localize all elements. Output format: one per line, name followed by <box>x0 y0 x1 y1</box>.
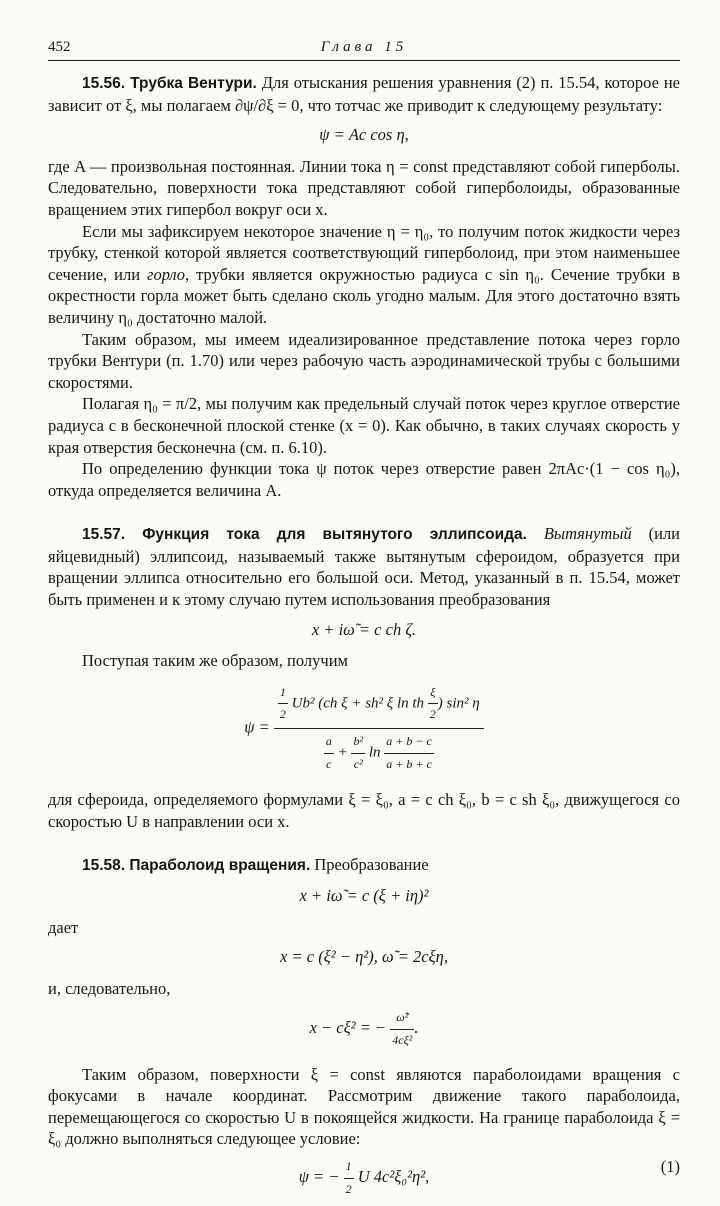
paragraph: где A — произвольная постоянная. Линии тока η = const представляют собой гиперболы. Следовательно, поверхности тока представляют собой гиперболоиды, образованные вращением этих гипербол вокруг оси x. <box>48 156 680 219</box>
log-argument <box>384 731 434 775</box>
equation-rhs: U 4c²ξ₀²η², <box>357 1166 430 1186</box>
half-fraction <box>344 1156 354 1200</box>
fraction-denominator: c² <box>353 756 363 771</box>
fraction-numerator: 1 <box>344 1156 354 1179</box>
emphasis-text: Вытянутый <box>543 524 632 544</box>
book-page <box>48 0 681 1196</box>
paragraph: Таким образом, мы имеем идеализированное представление потока через горло трубки Вентури (п. 1.70) или через рабочую часть аэродинамической трубы с большими скоростями. <box>48 329 680 392</box>
numerator-paren: ch ξ + sh² ξ ln th <box>323 695 425 712</box>
emphasis-text: горло <box>147 264 185 284</box>
paragraph: Таким образом, поверхности ξ = const являются параболоидами вращения с фокусами в начале координат. Рассмотрим движение такого параболоида, перемещающегося со скоростью U в покоящейся жидкости. На границе параболоида ξ = ξ₀ должно выполняться следующее условие: <box>48 1064 680 1149</box>
equation-psi-cos: ψ = Ac cos η, <box>319 125 409 145</box>
fraction-denominator: c <box>326 756 332 771</box>
paragraph-text: Если мы зафиксируем некоторое значение η = η₀, то получим поток жидкости через трубку, стенкой которой является соответствующий гиперболоид, при этом наименьшее сечение, или <box>48 221 680 284</box>
xi-over-two <box>428 682 438 726</box>
equation-transform-ch: x + iω̃ = c ch ζ. <box>311 619 417 639</box>
fraction-numerator: b² <box>351 731 365 754</box>
lead-word-consequently: и, следовательно, <box>48 978 171 998</box>
paragraph: для сфероида, определяемого формулами ξ = ξ₀, a = c ch ξ₀, b = c sh ξ₀, движущегося со скоростью U в направлении оси x. <box>48 790 680 831</box>
section-15-57-intro <box>48 523 680 610</box>
omega-fraction <box>390 1007 414 1051</box>
equation-x-omega: x = c (ξ² − η²), ω̃ = 2cξη, <box>280 947 448 967</box>
equation-lhs: ψ = − <box>298 1166 340 1186</box>
fraction-numerator: a <box>324 731 334 754</box>
ln-text: ln <box>368 744 381 761</box>
numerator-tail: sin² η <box>446 695 480 712</box>
fraction-numerator: 1 <box>278 682 288 705</box>
paragraph: Полагая η₀ = π/2, мы получим как предельный случай поток через круглое отверстие радиуса c в бесконечной плоской стенке (x = 0). Как обычно, в таких случаях скорость у края отверстия бесконечна (см. п. 6.10). <box>48 394 680 457</box>
equation-period: . <box>414 1018 419 1038</box>
page-number: 452 <box>48 39 71 55</box>
half-fraction <box>278 682 288 726</box>
equation-paraboloid <box>48 1007 680 1051</box>
running-head <box>48 39 680 59</box>
paragraph: По определению функции тока ψ поток через отверстие равен 2πAc·(1 − cos η₀), откуда определяется величина A. <box>48 459 680 500</box>
header-rule <box>48 60 680 61</box>
fraction-denominator: 2 <box>279 707 286 722</box>
equation-transform-parabola: x + iω̃ = c (ξ + iη)² <box>299 886 429 905</box>
fraction-numerator: a + b − c <box>384 731 434 754</box>
equation-psi-spheroid <box>48 682 680 775</box>
section-title-15-57: 15.57. Функция тока для вытянутого эллипсоида. <box>82 526 527 544</box>
equation-lhs: ψ = <box>244 717 270 737</box>
a-over-c <box>324 731 334 775</box>
equation-boundary-condition <box>48 1156 680 1200</box>
plus-sign: + <box>337 744 348 761</box>
fraction-numerator: ω̃² <box>390 1007 414 1030</box>
fraction-denominator <box>274 729 484 775</box>
section-15-58-intro <box>48 854 680 877</box>
section-title-15-58: 15.58. Параболоид вращения. <box>82 857 311 875</box>
paragraph-text: , трубки является окружностью радиуса c sin η₀. Сечение трубки в окрестности горла может быть сделано сколь угодно малым. Для этого достаточно взять величину η₀ достаточно малой. <box>48 264 681 327</box>
body-text <box>48 72 680 1206</box>
fraction-denominator: a + b + c <box>386 756 432 771</box>
fraction-numerator: ξ <box>428 682 438 705</box>
lead-word-daet: дает <box>48 917 79 937</box>
chapter-title: Глава 15 <box>320 39 408 55</box>
fraction-denominator: 2 <box>345 1181 352 1196</box>
b2-over-c2 <box>351 731 365 775</box>
equation-number: (1) <box>660 1156 680 1176</box>
paragraph-text: (или яйцевидный) эллипсоид, называемый также вытянутым сфероидом, образуется при вращении эллипса относительно его большой оси. Метод, указанный в п. 15.54, может быть применен и к этому случаю путем использования преобразования <box>48 524 681 610</box>
fraction-denominator: 2 <box>429 707 436 722</box>
fraction-denominator: 4cξ² <box>392 1032 413 1047</box>
section-title-15-56: 15.56. Трубка Вентури. <box>82 75 257 92</box>
fraction-numerator: $\frac{1}{2}$ Ub² (ch ξ + sh² ξ ln th $\frac{\xi}{2}$ ) sin² η <box>274 682 484 729</box>
numerator-factor: Ub² <box>291 695 315 712</box>
section-15-56-intro <box>48 72 680 116</box>
paragraph: Поступая таким же образом, получим <box>82 651 348 671</box>
paragraph: Для отыскания решения уравнения (2) п. 15.54, которое не зависит от ξ, мы полагаем ∂ψ/∂ξ = 0, что тотчас же приводит к следующему результату: <box>48 73 680 115</box>
main-fraction <box>274 682 484 775</box>
equation-lhs: x − cξ² = − <box>309 1018 387 1038</box>
paragraph <box>48 221 680 329</box>
paragraph-text: Преобразование <box>314 855 429 875</box>
